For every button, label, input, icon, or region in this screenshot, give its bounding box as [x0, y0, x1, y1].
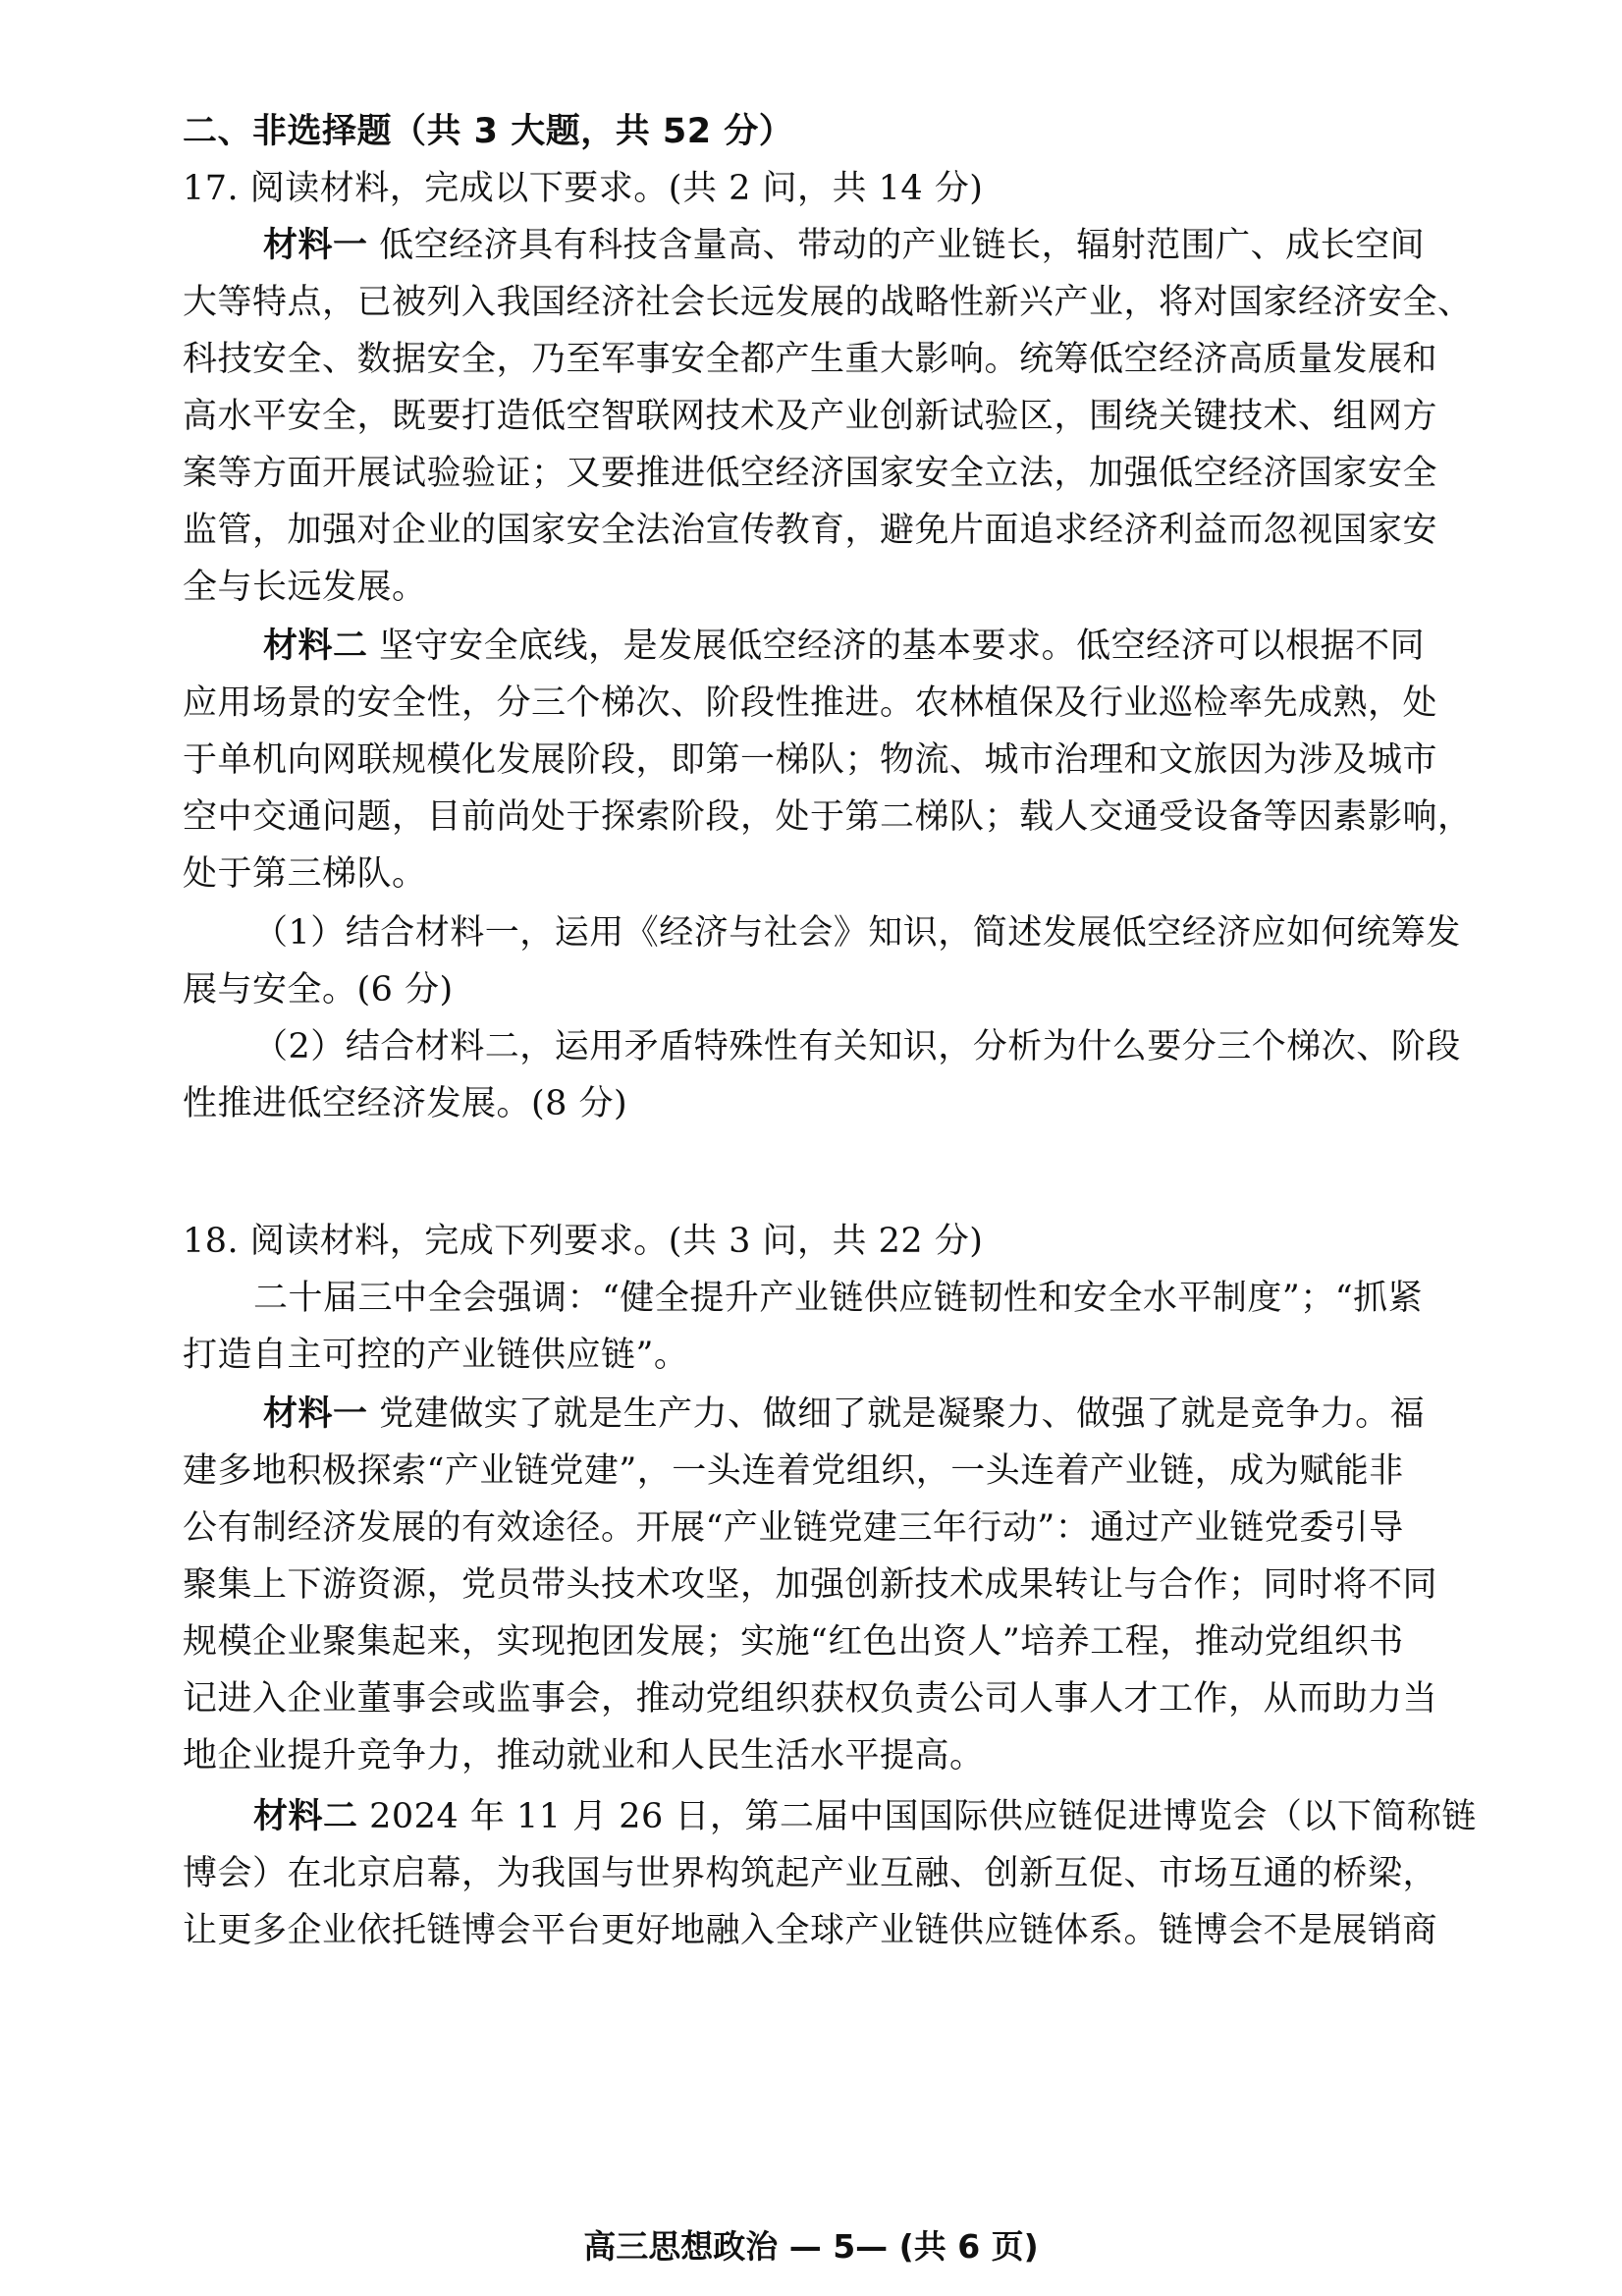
q18-material-1-line-4: 聚集上下游资源，党员带头技术攻坚，加强创新技术成果转让与合作；同时将不同	[183, 1565, 1438, 1605]
q18-material-1-line-2: 建多地积极探索“产业链党建”，一头连着党组织，一头连着产业链，成为赋能非	[183, 1451, 1404, 1491]
q17-subquestion-1-line-2: 展与安全。(6 分)	[183, 970, 454, 1010]
q18-material-1-line-7: 地企业提升竞争力，推动就业和人民生活水平提高。	[183, 1736, 985, 1776]
q17-material-1-line-6: 监管，加强对企业的国家安全法治宣传教育，避免片面追求经济利益而忽视国家安	[183, 511, 1438, 550]
q17-material-1-line-5: 案等方面开展试验验证；又要推进低空经济国家安全立法，加强低空经济国家安全	[183, 454, 1438, 493]
q18-material-1-label: 材料一	[263, 1394, 368, 1434]
q18-material-1-line-6: 记进入企业董事会或监事会，推动党组织获权负责公司人事人才工作，从而助力当	[183, 1679, 1438, 1719]
q18-intro-line-2: 打造自主可控的产业链供应链”。	[183, 1336, 689, 1375]
q17-stem: 17. 阅读材料，完成以下要求。(共 2 问，共 14 分)	[183, 169, 984, 208]
q18-material-2-line-3: 让更多企业依托链博会平台更好地融入全球产业链供应链体系。链博会不是展销商	[183, 1911, 1438, 1950]
q18-stem: 18. 阅读材料，完成下列要求。(共 3 问，共 22 分)	[183, 1222, 984, 1261]
q17-material-1-line-2: 大等特点，已被列入我国经济社会长远发展的战略性新兴产业，将对国家经济安全、	[183, 283, 1473, 322]
q17-material-2-label: 材料二	[263, 627, 368, 666]
q18-material-2-line-1: 材料二 2024 年 11 月 26 日，第二届中国国际供应链促进博览会（以下简称链	[253, 1797, 1477, 1836]
section-heading: 二、非选择题（共 3 大题，共 52 分）	[183, 112, 794, 151]
q17-material-1-line-3: 科技安全、数据安全，乃至军事安全都产生重大影响。统筹低空经济高质量发展和	[183, 340, 1438, 379]
q17-material-1-line-4: 高水平安全，既要打造低空智联网技术及产业创新试验区，围绕关键技术、组网方	[183, 397, 1438, 436]
q18-intro-line-1: 二十届三中全会强调：“健全提升产业链供应链韧性和安全水平制度”；“抓紧	[253, 1279, 1424, 1318]
q18-material-1-line-1: 材料一 党建做实了就是生产力、做细了就是凝聚力、做强了就是竞争力。福	[263, 1394, 1426, 1434]
page-footer: 高三思想政治 — 5— (共 6 页)	[583, 2227, 1039, 2266]
q18-material-1-line-3: 公有制经济发展的有效途径。开展“产业链党建三年行动”：通过产业链党委引导	[183, 1508, 1404, 1548]
q17-subquestion-2-line-1: （2）结合材料二，运用矛盾特殊性有关知识，分析为什么要分三个梯次、阶段	[253, 1027, 1461, 1066]
q17-material-1-label: 材料一	[263, 226, 368, 265]
q17-material-2-line-4: 空中交通问题，目前尚处于探索阶段，处于第二梯队；载人交通受设备等因素影响，	[183, 797, 1473, 837]
q17-material-2-line-1: 材料二 坚守安全底线，是发展低空经济的基本要求。低空经济可以根据不同	[263, 627, 1426, 666]
q17-material-2-line-5: 处于第三梯队。	[183, 854, 427, 894]
q18-material-1-line-5: 规模企业聚集起来，实现抱团发展；实施“红色出资人”培养工程，推动党组织书	[183, 1622, 1404, 1662]
q17-material-1-line-1: 材料一 低空经济具有科技含量高、带动的产业链长，辐射范围广、成长空间	[263, 226, 1426, 265]
q17-subquestion-1-line-1: （1）结合材料一，运用《经济与社会》知识，简述发展低空经济应如何统筹发	[253, 913, 1461, 953]
q17-material-1-line-7: 全与长远发展。	[183, 568, 427, 607]
q17-subquestion-2-line-2: 性推进低空经济发展。(8 分)	[183, 1084, 628, 1123]
q17-material-2-line-2: 应用场景的安全性，分三个梯次、阶段性推进。农林植保及行业巡检率先成熟，处	[183, 683, 1438, 723]
q18-material-2-label: 材料二	[253, 1797, 358, 1836]
q18-material-2-line-2: 博会）在北京启幕，为我国与世界构筑起产业互融、创新互促、市场互通的桥梁，	[183, 1854, 1438, 1893]
q17-material-2-line-3: 于单机向网联规模化发展阶段，即第一梯队；物流、城市治理和文旅因为涉及城市	[183, 740, 1438, 780]
